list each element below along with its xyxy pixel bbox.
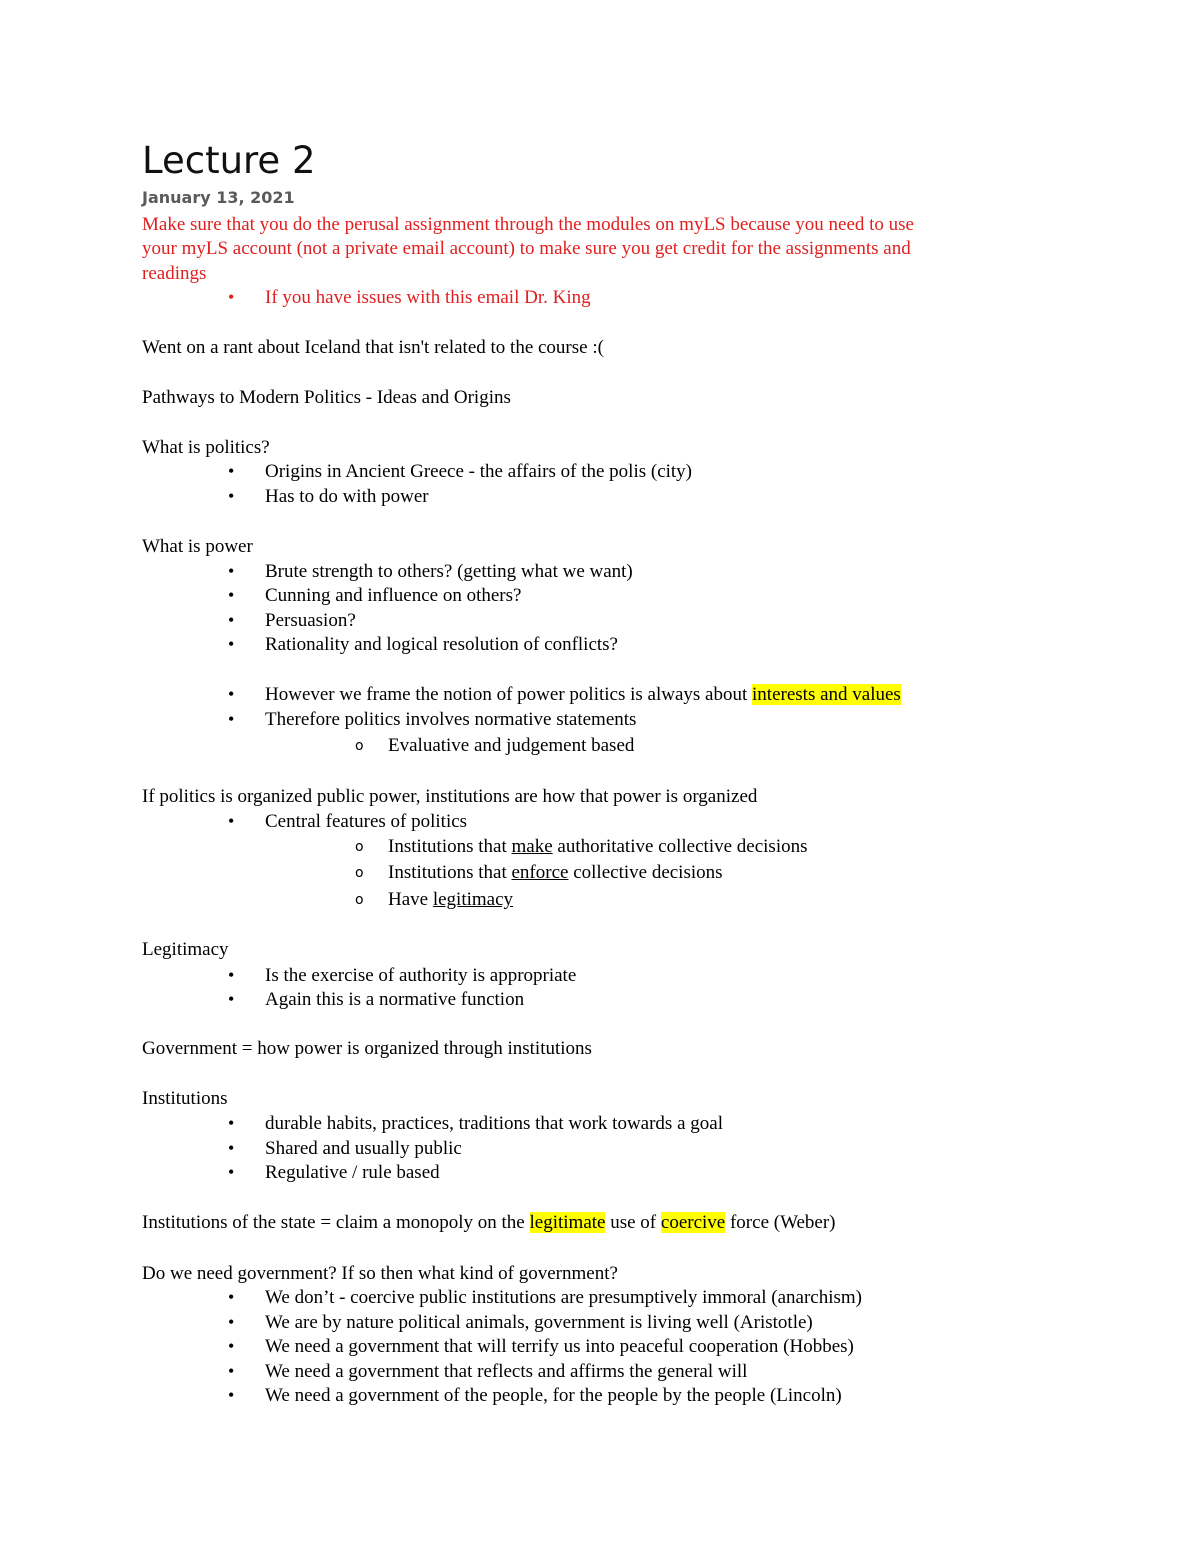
need-heading: Do we need government? If so then what kind of government? bbox=[142, 1263, 618, 1284]
list-item: We need a government of the people, for the people by the people (Lincoln) bbox=[265, 1385, 842, 1406]
list-item: We don’t - coercive public institutions are presumptively immoral (anarchism) bbox=[265, 1287, 862, 1308]
have-pre: Have bbox=[388, 889, 433, 910]
bullet-icon: • bbox=[228, 1287, 235, 1307]
sub-list-item: Evaluative and judgement based bbox=[388, 735, 635, 756]
highlight-coercive: coercive bbox=[660, 1212, 726, 1233]
list-item: Has to do with power bbox=[265, 486, 429, 507]
bullet-icon: • bbox=[228, 709, 235, 729]
make-pre: Institutions that bbox=[388, 836, 512, 857]
list-item: We need a government that reflects and affirms the general will bbox=[265, 1361, 748, 1382]
page-title: Lecture 2 bbox=[142, 139, 316, 182]
state-pre: Institutions of the state = claim a monopoly on the bbox=[142, 1212, 530, 1233]
list-item: Therefore politics involves normative statements bbox=[265, 709, 637, 730]
bullet-icon: • bbox=[228, 1336, 235, 1356]
institutions-intro: If politics is organized public power, institutions are how that power is organized bbox=[142, 786, 758, 807]
bullet-icon: • bbox=[228, 585, 235, 605]
legitimacy-heading: Legitimacy bbox=[142, 939, 229, 960]
enforce-underlined: enforce bbox=[511, 862, 569, 883]
pathways-line: Pathways to Modern Politics - Ideas and Origins bbox=[142, 387, 511, 408]
list-item: Cunning and influence on others? bbox=[265, 585, 522, 606]
bullet-icon: • bbox=[228, 287, 235, 307]
institutions-heading: Institutions bbox=[142, 1088, 228, 1109]
bullet-icon: • bbox=[228, 1312, 235, 1332]
sub-bullet-icon: o bbox=[355, 865, 364, 881]
bullet-icon: • bbox=[228, 965, 235, 985]
government-line: Government = how power is organized through institutions bbox=[142, 1038, 592, 1059]
state-line bbox=[142, 1211, 836, 1235]
enforce-pre: Institutions that bbox=[388, 862, 512, 883]
bullet-icon: • bbox=[228, 1113, 235, 1133]
sub-list-item bbox=[388, 861, 723, 885]
iceland-line: Went on a rant about Iceland that isn't related to the course :( bbox=[142, 337, 604, 358]
note-line-2: your myLS account (not a private email account) to make sure you get credit for the assignments and bbox=[142, 238, 911, 259]
bullet-icon: • bbox=[228, 1361, 235, 1381]
frame-line bbox=[265, 683, 901, 707]
state-mid: use of bbox=[605, 1212, 661, 1233]
lecture-date: January 13, 2021 bbox=[142, 188, 295, 207]
bullet-icon: • bbox=[228, 561, 235, 581]
make-underlined: make bbox=[511, 836, 553, 857]
highlight-legitimate: legitimate bbox=[529, 1212, 606, 1233]
list-item: durable habits, practices, traditions that work towards a goal bbox=[265, 1113, 723, 1134]
bullet-icon: • bbox=[228, 1138, 235, 1158]
bullet-icon: • bbox=[228, 610, 235, 630]
note-line-3: readings bbox=[142, 263, 207, 284]
list-item: Shared and usually public bbox=[265, 1138, 462, 1159]
frame-text: However we frame the notion of power politics is always about bbox=[265, 684, 753, 705]
politics-heading: What is politics? bbox=[142, 437, 270, 458]
bullet-icon: • bbox=[228, 989, 235, 1009]
bullet-icon: • bbox=[228, 1385, 235, 1405]
note-bullet: If you have issues with this email Dr. King bbox=[265, 287, 591, 308]
list-item: Persuasion? bbox=[265, 610, 356, 631]
make-post: authoritative collective decisions bbox=[552, 836, 808, 857]
list-item: We are by nature political animals, government is living well (Aristotle) bbox=[265, 1312, 813, 1333]
list-item: Regulative / rule based bbox=[265, 1162, 440, 1183]
bullet-icon: • bbox=[228, 1162, 235, 1182]
bullet-icon: • bbox=[228, 684, 235, 704]
bullet-icon: • bbox=[228, 811, 235, 831]
sub-bullet-icon: o bbox=[355, 839, 364, 855]
highlight-interests-values: interests and values bbox=[752, 684, 901, 705]
bullet-icon: • bbox=[228, 486, 235, 506]
list-item: Rationality and logical resolution of conflicts? bbox=[265, 634, 618, 655]
sub-list-item bbox=[388, 835, 808, 859]
note-line-1: Make sure that you do the perusal assignment through the modules on myLS because you need to use bbox=[142, 214, 914, 235]
legitimacy-underlined: legitimacy bbox=[432, 889, 514, 910]
power-heading: What is power bbox=[142, 536, 253, 557]
list-item: Again this is a normative function bbox=[265, 989, 525, 1010]
list-item: Origins in Ancient Greece - the affairs of the polis (city) bbox=[265, 461, 693, 482]
sub-bullet-icon: o bbox=[355, 738, 364, 754]
list-item: Is the exercise of authority is appropriate bbox=[265, 965, 577, 986]
bullet-icon: • bbox=[228, 634, 235, 654]
enforce-post: collective decisions bbox=[568, 862, 723, 883]
state-post: force (Weber) bbox=[725, 1212, 836, 1233]
sub-bullet-icon: o bbox=[355, 892, 364, 908]
bullet-icon: • bbox=[228, 461, 235, 481]
list-item: We need a government that will terrify us into peaceful cooperation (Hobbes) bbox=[265, 1336, 854, 1357]
list-item: Central features of politics bbox=[265, 811, 468, 832]
list-item: Brute strength to others? (getting what we want) bbox=[265, 561, 633, 582]
sub-list-item bbox=[388, 888, 513, 912]
